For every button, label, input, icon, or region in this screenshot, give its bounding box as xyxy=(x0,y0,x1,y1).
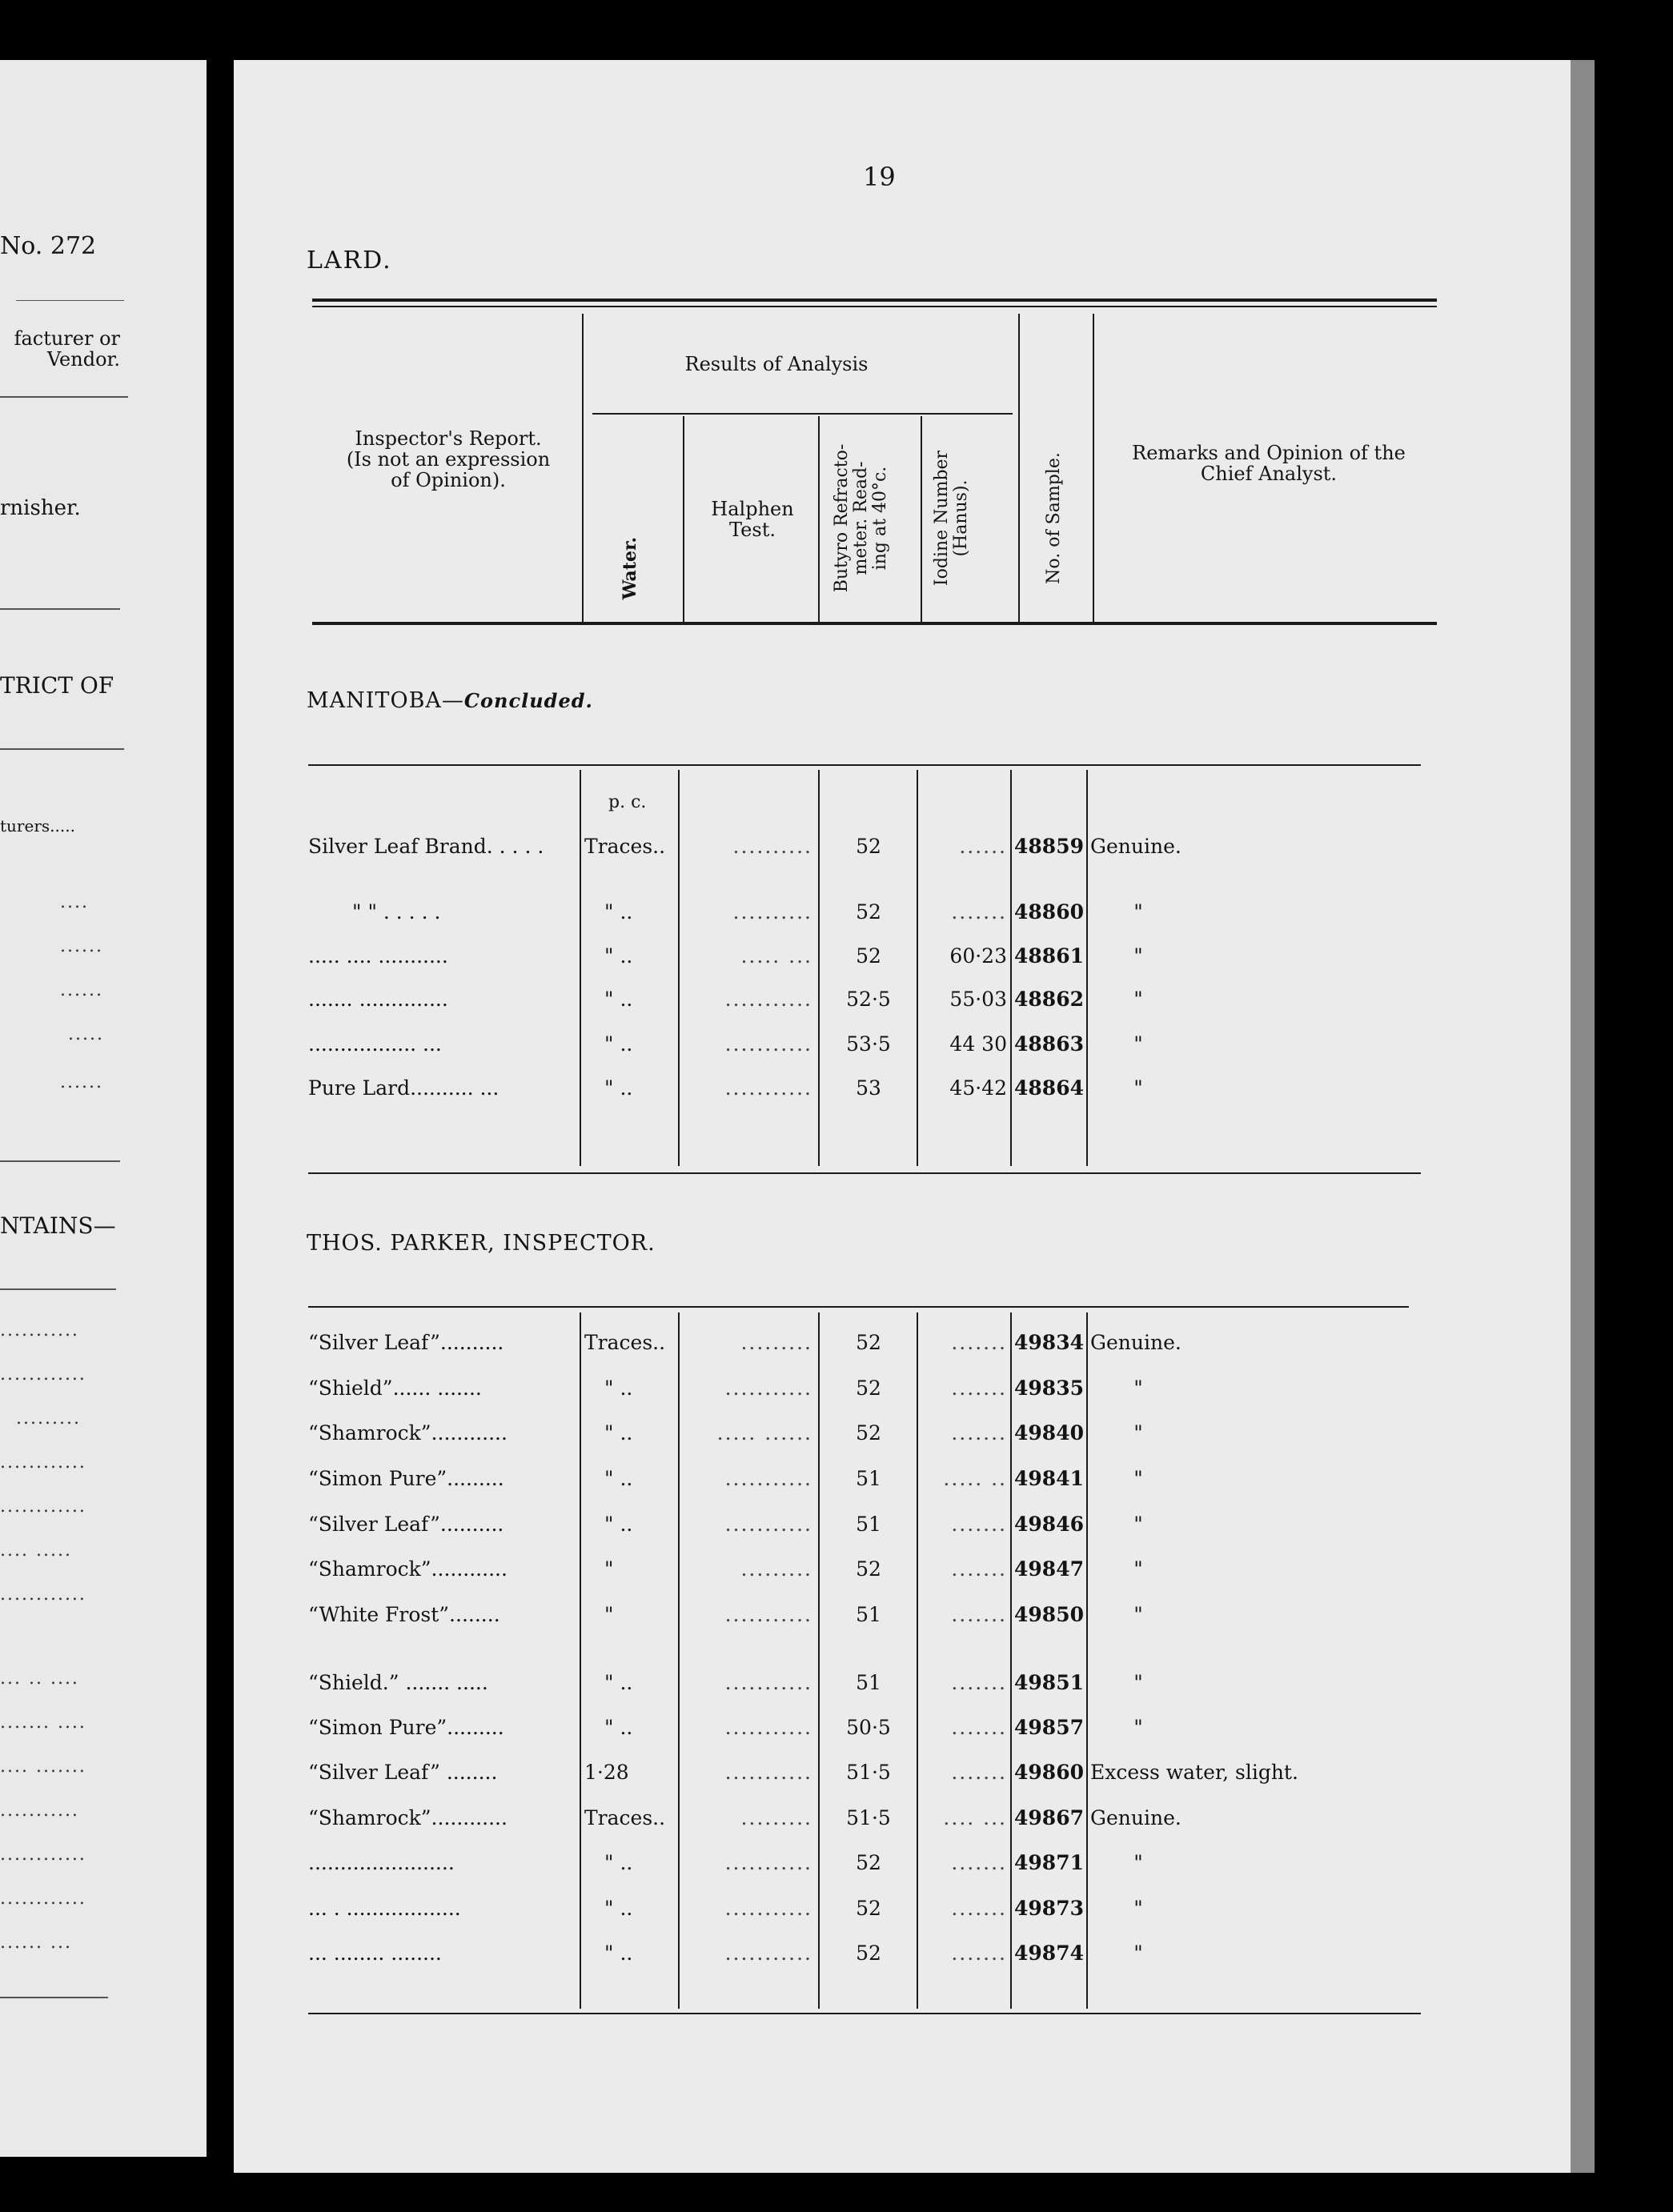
halphen-cell: ........... xyxy=(724,1603,812,1626)
butyro-cell: 52·5 xyxy=(846,988,891,1011)
sample-number-cell: 49874 xyxy=(1014,1942,1084,1965)
butyro-cell: 51 xyxy=(856,1603,881,1626)
butyro-cell: 52 xyxy=(856,1942,881,1965)
remarks-cell: Genuine. xyxy=(1090,1331,1182,1354)
inspector-report-cell: “Shield”...... ....... xyxy=(308,1376,482,1400)
left-dots: .... xyxy=(60,892,89,912)
header-top-rule xyxy=(312,306,1437,307)
halphen-cell: ........... xyxy=(724,1897,812,1920)
column-divider xyxy=(818,1312,820,2009)
left-rule xyxy=(0,748,124,750)
sample-number-cell: 49841 xyxy=(1014,1467,1084,1490)
left-dots: ......... xyxy=(16,1409,81,1429)
column-divider xyxy=(818,770,820,1166)
remarks-cell: " xyxy=(1133,1942,1143,1965)
halphen-cell: ........... xyxy=(724,1942,812,1965)
left-turers: turers..... xyxy=(0,816,75,836)
water-cell: " .. xyxy=(604,1076,633,1100)
column-divider xyxy=(1010,770,1012,1166)
inspector-report-cell: Pure Lard.......... ... xyxy=(308,1076,499,1100)
iodine-cell: ....... xyxy=(951,1376,1007,1400)
remarks-header: Remarks and Opinion of the Chief Analyst. xyxy=(1132,442,1406,485)
page-number: 19 xyxy=(863,162,896,192)
unit-label: p. c. xyxy=(608,792,647,812)
halphen-cell: ........... xyxy=(724,1376,812,1400)
water-cell: " .. xyxy=(604,1376,633,1400)
section-rule xyxy=(308,2013,1421,2014)
sample-number-cell: 49847 xyxy=(1014,1557,1084,1581)
water-cell: " .. xyxy=(604,1897,633,1920)
halphen-cell: ......... xyxy=(740,1557,812,1581)
halphen-cell: ..... ... xyxy=(740,944,812,968)
column-divider xyxy=(917,770,918,1166)
sample-number-cell: 48860 xyxy=(1014,900,1084,924)
iodine-cell: ...... xyxy=(959,835,1007,858)
column-divider xyxy=(921,416,922,622)
water-header: Water. xyxy=(620,536,640,600)
halphen-cell: .......... xyxy=(732,900,812,924)
column-divider xyxy=(818,416,820,622)
inspector-report-cell: “Simon Pure”......... xyxy=(308,1716,504,1739)
remarks-cell: " xyxy=(1133,944,1143,968)
inspector-report-cell: “Shamrock”............ xyxy=(308,1557,508,1581)
column-divider xyxy=(678,1312,680,2009)
left-rule xyxy=(0,396,128,398)
section-title-manitoba: MANITOBA—Concluded. xyxy=(307,688,593,713)
remarks-cell: " xyxy=(1133,1716,1143,1739)
remarks-cell: " xyxy=(1133,1603,1143,1626)
column-divider xyxy=(580,1312,581,2009)
butyro-cell: 53 xyxy=(856,1076,881,1100)
page-edge xyxy=(1571,60,1595,2173)
iodine-cell: ....... xyxy=(951,900,1007,924)
iodine-cell: 60·23 xyxy=(949,944,1007,968)
water-cell: " .. xyxy=(604,1716,633,1739)
left-manufacturer-header: facturer or Vendor. xyxy=(14,327,120,371)
halphen-cell: ........... xyxy=(724,1716,812,1739)
halphen-cell: ..... ...... xyxy=(716,1421,812,1445)
iodine-cell: 44 30 xyxy=(949,1032,1007,1056)
sample-number-cell: 49834 xyxy=(1014,1331,1084,1354)
sample-number-cell: 49835 xyxy=(1014,1376,1084,1400)
left-furnisher: rnisher. xyxy=(0,496,81,520)
sample-number-cell: 49840 xyxy=(1014,1421,1084,1445)
left-page-number: No. 272 xyxy=(0,232,97,260)
left-dots: .... ....... xyxy=(0,1757,86,1777)
left-district: TRICT OF xyxy=(0,672,114,699)
left-rule xyxy=(0,1160,120,1162)
column-divider xyxy=(1093,314,1094,622)
butyro-header: Butyro Refracto- meter. Read- ing at 40°c. xyxy=(832,443,890,593)
column-divider xyxy=(917,1312,918,2009)
section-rule xyxy=(308,1172,1421,1174)
inspector-report-cell: “White Frost”........ xyxy=(308,1603,500,1626)
butyro-cell: 52 xyxy=(856,1421,881,1445)
results-of-analysis-header: Results of Analysis xyxy=(684,353,869,375)
iodine-cell: ....... xyxy=(951,1603,1007,1626)
butyro-cell: 52 xyxy=(856,1851,881,1874)
left-dots: ............ xyxy=(0,1889,86,1909)
inspector-report-cell: " " . . . . . xyxy=(352,900,441,924)
left-dots: ...... ... xyxy=(0,1933,72,1953)
halphen-header: Halphen Test. xyxy=(711,498,794,541)
inspector-report-cell: ... ........ ........ xyxy=(308,1942,442,1965)
section-title-inspector: THOS. PARKER, INSPECTOR. xyxy=(307,1231,656,1256)
left-rule xyxy=(0,1288,116,1290)
butyro-cell: 51 xyxy=(856,1513,881,1536)
left-dots: ............ xyxy=(0,1364,86,1385)
halphen-cell: ........... xyxy=(724,1671,812,1694)
butyro-cell: 53·5 xyxy=(846,1032,891,1056)
sample-number-cell: 49860 xyxy=(1014,1761,1084,1784)
column-divider xyxy=(1018,314,1020,622)
water-cell: " xyxy=(604,1603,614,1626)
butyro-cell: 52 xyxy=(856,835,881,858)
butyro-cell: 50·5 xyxy=(846,1716,891,1739)
remarks-cell: Genuine. xyxy=(1090,1806,1182,1829)
butyro-cell: 52 xyxy=(856,1897,881,1920)
sample-number-cell: 48861 xyxy=(1014,944,1084,968)
inspector-report-cell: ..... .... ........... xyxy=(308,944,448,968)
butyro-cell: 51 xyxy=(856,1671,881,1694)
water-cell: " .. xyxy=(604,988,633,1011)
remarks-cell: " xyxy=(1133,1513,1143,1536)
butyro-cell: 51·5 xyxy=(846,1806,891,1829)
column-divider xyxy=(580,770,581,1166)
inspector-report-cell: “Shield.” ....... ..... xyxy=(308,1671,488,1694)
iodine-cell: ....... xyxy=(951,1513,1007,1536)
sample-number-cell: 49846 xyxy=(1014,1513,1084,1536)
remarks-cell: Genuine. xyxy=(1090,835,1182,858)
remarks-cell: " xyxy=(1133,1671,1143,1694)
sample-number-cell: 49857 xyxy=(1014,1716,1084,1739)
column-divider xyxy=(1086,770,1088,1166)
butyro-cell: 51·5 xyxy=(846,1761,891,1784)
sample-number-cell: 48862 xyxy=(1014,988,1084,1011)
column-divider xyxy=(582,314,584,622)
column-divider xyxy=(683,416,684,622)
butyro-cell: 52 xyxy=(856,1557,881,1581)
butyro-cell: 51 xyxy=(856,1467,881,1490)
left-dots: ... .. .... xyxy=(0,1669,79,1689)
iodine-cell: 55·03 xyxy=(949,988,1007,1011)
iodine-cell: ....... xyxy=(951,1897,1007,1920)
header-top-rule xyxy=(312,299,1437,302)
left-contains: NTAINS— xyxy=(0,1212,116,1239)
iodine-cell: 45·42 xyxy=(949,1076,1007,1100)
water-cell: " .. xyxy=(604,1421,633,1445)
section-rule xyxy=(308,1306,1409,1308)
butyro-cell: 52 xyxy=(856,900,881,924)
remarks-cell: " xyxy=(1133,1032,1143,1056)
left-dots: ........... xyxy=(0,1320,79,1340)
sample-number-cell: 48864 xyxy=(1014,1076,1084,1100)
sample-number-cell: 49867 xyxy=(1014,1806,1084,1829)
inspector-report-cell: ................. ... xyxy=(308,1032,442,1056)
page-title: LARD. xyxy=(307,246,392,274)
water-cell: Traces.. xyxy=(584,1806,666,1829)
butyro-cell: 52 xyxy=(856,1376,881,1400)
water-cell: " .. xyxy=(604,1942,633,1965)
inspector-report-cell: “Simon Pure”......... xyxy=(308,1467,504,1490)
remarks-cell: " xyxy=(1133,1467,1143,1490)
column-divider xyxy=(1086,1312,1088,2009)
inspector-report-header: Inspector's Report. (Is not an expression of Opinion). xyxy=(346,427,551,491)
left-dots: ...... xyxy=(60,980,103,1000)
water-cell: " .. xyxy=(604,1467,633,1490)
left-dots: ...... xyxy=(60,1072,103,1092)
left-rule xyxy=(0,1997,108,1998)
inspector-report-cell: “Silver Leaf”.......... xyxy=(308,1331,504,1354)
remarks-cell: " xyxy=(1133,1851,1143,1874)
butyro-cell: 52 xyxy=(856,944,881,968)
inspector-report-cell: ....................... xyxy=(308,1851,455,1874)
halphen-cell: ........... xyxy=(724,1467,812,1490)
left-rule xyxy=(16,300,124,301)
remarks-cell: Excess water, slight. xyxy=(1090,1761,1298,1784)
iodine-cell: ..... .. xyxy=(943,1467,1007,1490)
iodine-cell: ....... xyxy=(951,1557,1007,1581)
iodine-cell: ....... xyxy=(951,1331,1007,1354)
left-dots: ............ xyxy=(0,1453,86,1473)
remarks-cell: " xyxy=(1133,1557,1143,1581)
inspector-report-cell: “Shamrock”............ xyxy=(308,1421,508,1445)
sample-header: No. of Sample. xyxy=(1044,452,1064,584)
left-page-fragment xyxy=(0,60,207,2157)
left-dots: ............ xyxy=(0,1497,86,1517)
halphen-cell: ......... xyxy=(740,1331,812,1354)
header-bottom-rule xyxy=(312,622,1437,625)
water-cell: " .. xyxy=(604,900,633,924)
remarks-cell: " xyxy=(1133,1421,1143,1445)
column-divider xyxy=(678,770,680,1166)
inspector-report-cell: “Shamrock”............ xyxy=(308,1806,508,1829)
water-cell: " .. xyxy=(604,1851,633,1874)
halphen-cell: ........... xyxy=(724,988,812,1011)
sample-number-cell: 49851 xyxy=(1014,1671,1084,1694)
water-cell: " .. xyxy=(604,1671,633,1694)
sample-number-cell: 49873 xyxy=(1014,1897,1084,1920)
iodine-header: Iodine Number (Hanus). xyxy=(932,450,971,587)
halphen-cell: ........... xyxy=(724,1513,812,1536)
results-rule xyxy=(592,413,1013,415)
inspector-report-cell: “Silver Leaf” ........ xyxy=(308,1761,498,1784)
section-rule xyxy=(308,764,1421,766)
water-cell: 1·28 xyxy=(584,1761,629,1784)
butyro-cell: 52 xyxy=(856,1331,881,1354)
inspector-report-cell: ... . .................. xyxy=(308,1897,461,1920)
inspector-report-cell: ....... .............. xyxy=(308,988,448,1011)
left-rule xyxy=(0,608,120,610)
remarks-cell: " xyxy=(1133,988,1143,1011)
halphen-cell: ........... xyxy=(724,1851,812,1874)
iodine-cell: .... ... xyxy=(943,1806,1007,1829)
iodine-cell: ....... xyxy=(951,1671,1007,1694)
halphen-cell: ........... xyxy=(724,1761,812,1784)
remarks-cell: " xyxy=(1133,1076,1143,1100)
left-dots: ........... xyxy=(0,1801,79,1821)
left-dots: ...... xyxy=(60,936,103,956)
inspector-report-cell: “Silver Leaf”.......... xyxy=(308,1513,504,1536)
sample-number-cell: 48863 xyxy=(1014,1032,1084,1056)
water-cell: " .. xyxy=(604,1032,633,1056)
left-dots: ....... .... xyxy=(0,1713,86,1733)
left-dots: ..... xyxy=(68,1024,104,1044)
left-dots: .... ..... xyxy=(0,1541,72,1561)
sample-number-cell: 49850 xyxy=(1014,1603,1084,1626)
iodine-cell: ....... xyxy=(951,1421,1007,1445)
halphen-cell: ........... xyxy=(724,1076,812,1100)
water-cell: " xyxy=(604,1557,614,1581)
left-dots: ............ xyxy=(0,1845,86,1865)
iodine-cell: ....... xyxy=(951,1851,1007,1874)
water-cell: " .. xyxy=(604,1513,633,1536)
sample-number-cell: 48859 xyxy=(1014,835,1084,858)
halphen-cell: .......... xyxy=(732,835,812,858)
remarks-cell: " xyxy=(1133,900,1143,924)
iodine-cell: ....... xyxy=(951,1761,1007,1784)
remarks-cell: " xyxy=(1133,1897,1143,1920)
iodine-cell: ....... xyxy=(951,1942,1007,1965)
water-cell: Traces.. xyxy=(584,1331,666,1354)
water-cell: " .. xyxy=(604,944,633,968)
water-cell: Traces.. xyxy=(584,835,666,858)
halphen-cell: ........... xyxy=(724,1032,812,1056)
remarks-cell: " xyxy=(1133,1376,1143,1400)
sample-number-cell: 49871 xyxy=(1014,1851,1084,1874)
left-dots: ............ xyxy=(0,1585,86,1605)
halphen-cell: ......... xyxy=(740,1806,812,1829)
iodine-cell: ....... xyxy=(951,1716,1007,1739)
inspector-report-cell: Silver Leaf Brand. . . . . xyxy=(308,835,544,858)
